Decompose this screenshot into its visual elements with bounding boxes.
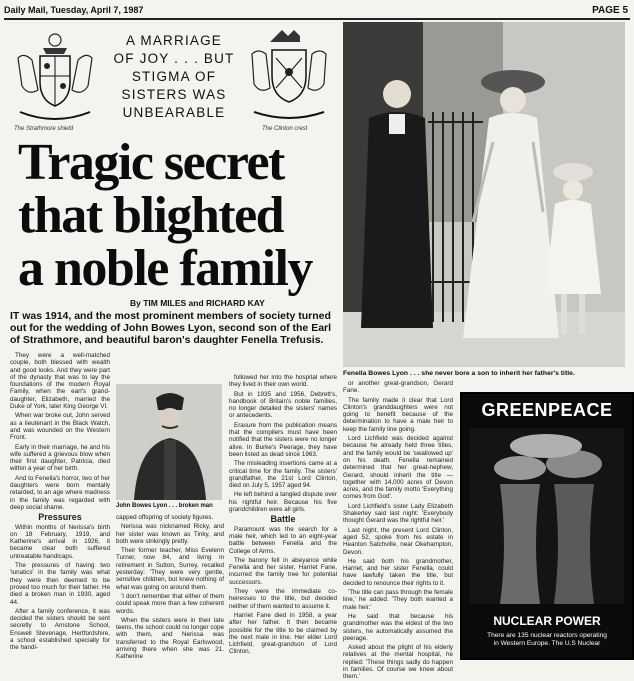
nuclear-plant-icon (470, 428, 624, 604)
strap-line: OF JOY . . . BUT (113, 51, 235, 66)
wedding-photo (343, 22, 625, 367)
paragraph: After a family conference, it was decided the sisters should be sent secretly to Arnstone School, Enswell Stevenage, Hertfordshire, a school established specially for the handi- (10, 607, 110, 652)
paragraph: He said both his grandmother, Harriet, and her sister Fenella, could have lawfully taken the title, but decided to renounce their rights to it. (343, 557, 453, 587)
paragraph: 'I don't remember that either of them could speak more than a few coherent words. (116, 592, 224, 615)
article-column-1 (10, 352, 110, 656)
paragraph: Nerissa was nicknamed Ricky, and her sister was known as Tinky, and both were strikingly pretty. (116, 523, 224, 545)
paragraph: Erasure from the publication means that the compilers must have been notified that the sisters were no longer alive. In Burke's Peerage, they have been listed as dead since 1963. (229, 421, 337, 458)
headline-line: Tragic secret (18, 134, 284, 191)
advert-body-line: in Western Europe. The U.S Nuclear (493, 640, 601, 647)
strap-line: STIGMA OF (131, 69, 217, 84)
advert-body-line: There are 135 nuclear reactors operating (487, 632, 607, 639)
greenpeace-advert (460, 392, 634, 660)
strap-line: SISTERS WAS (121, 87, 227, 102)
intro-paragraph: IT was 1914, and the most prominent members of society turned out for the wedding of John Bowes Lyon, second son of the Earl of Strathmore, and beautiful baron's daughter Fenella Trefusis. (10, 310, 332, 346)
paragraph: Asked about the plight of his elderly relatives at the mental hospital, he replied: 'These things sadly do happen in families. Of course we knew about them.' (343, 644, 453, 681)
subheading-pressures: Pressures (38, 512, 82, 523)
paragraph: They were the immediate co-heiresses to the title, but decided neither of them wanted to assume it. (229, 588, 337, 610)
strapline (104, 32, 244, 122)
byline: By TIM MILES and RICHARD KAY (130, 298, 265, 308)
advert-body (462, 632, 632, 648)
headline-line: that blighted (18, 187, 284, 244)
paragraph: When war broke out, John served as a lieutenant in the Black Watch, and was wounded on the Western Front. (10, 412, 110, 442)
photo-caption: Fenella Bowes Lyon . . . she never bore a son to inherit her father's title. (343, 370, 575, 377)
clinton-crest-icon (248, 28, 330, 124)
page-number: PAGE 5 (592, 5, 628, 16)
headline-line: a noble family (18, 240, 312, 297)
strathmore-crest-icon (10, 28, 100, 124)
paragraph: When the sisters were in their late teens, the school could no longer cope with them, and Nerissa was transferred to the Royal Earlswood, arriving there when she was 21. Katherine (116, 616, 224, 661)
subheading-battle: Battle (270, 514, 296, 525)
paragraph: capped offspring of society figures. (116, 514, 214, 521)
left-crest-caption: The Strathmore shield (14, 126, 74, 132)
paragraph: He left behind a tangled dispute over his rightful heir. Because his five grandchildren were all girls. (229, 491, 337, 514)
paragraph: But in 1935 and 1956, Debrett's, handbook of Britain's noble families, no longer detailed the sisters' names or antecedents. (229, 390, 337, 420)
paragraph: Last night, the present Lord Clinton, aged 52, spoke from his estate in Heanton Satchville, near Okehampton, Devon. (343, 526, 453, 556)
portrait-photo (116, 384, 222, 500)
advert-slogan: NUCLEAR POWER (493, 614, 601, 628)
article-column-4 (343, 380, 453, 681)
wedding-photo-image (343, 22, 625, 367)
portrait-image (116, 384, 222, 500)
portrait-caption: John Bowes Lyon . . . broken man (116, 503, 213, 509)
paragraph: followed her into the hospital where they lived in their own world. (229, 374, 337, 389)
strap-line: A MARRIAGE (125, 33, 223, 48)
paragraph: Lord Lichfield's sister Lady Elizabeth Shakerley said last night: 'Everybody thought Gerard was the rightful heir.' (343, 502, 453, 525)
paragraph: And to Fenella's horror, two of her daughters were born mentally retarded, to an age where madness in the family was regarded with deep social shame. (10, 474, 110, 511)
paragraph: Lord Lichfield was decided against because he already held three titles, and the family would be 'swallowed up' on his death. Fenella remained determined that her great-nephew, Gerard, should inherit the title — together with 14,000 acres of Devon acres, and the family motto 'Everything comes from God'. (343, 435, 453, 501)
paragraph: Within months of Nerissa's birth on 18 February, 1919, and Katherine's arrival in 1926, it became clear both suffered untreatable handicaps. (10, 523, 110, 560)
advert-brand: GREENPEACE (481, 400, 613, 420)
article-column-3 (229, 374, 337, 656)
page-header (4, 4, 630, 20)
paragraph: The barony fell in abeyance while Fenella and her sister, Harriet Fane, incurred the family tree for potential successors. (229, 556, 337, 586)
strap-line: UNBEARABLE (122, 105, 226, 120)
paper-date: Daily Mail, Tuesday, April 7, 1987 (4, 5, 144, 15)
paragraph: Their former teacher, Miss Evelenn Turner, now 84, and living in retirement in Sutton, Surrey, recalled yesterday: 'They were very gentle, sensitive children, but knew nothing of what was going on around them. (116, 547, 224, 591)
paragraph: Harriet Fane died in 1958, a year after her father. It then became possible for the title to be claimed by the next male in line. Her elder Lord Lichfield, great-grandson of Lord Clinton, (229, 611, 337, 656)
paragraph: They were a well-matched couple, both blessed with wealth and good looks. And they were part of the dynasty that was to lay the foundations of the modern Royal Family, when the earl's grand-daughter, Elizabeth, married the Duke of York, later King George VI. (10, 352, 110, 411)
article-column-2 (116, 514, 224, 661)
right-crest-caption: The Clinton crest (262, 126, 308, 132)
paragraph: He said that because his grandmother was the eldest of the two sisters, he automatically assumed the peerage. (343, 612, 453, 642)
paragraph: The misleading insertions came at a critical time for the family. The sisters' grandfather, the 21st Lord Clinton, died on July 5, 1957 aged 94. (229, 460, 337, 490)
paragraph: Paramount was the search for a male heir, which led to an eight-year battle between Fenella and the College of Arms. (229, 525, 337, 555)
paragraph: 'The title can pass through the female line,' he added. 'They both wanted a male heir.' (343, 589, 453, 611)
paragraph: The pressures of having two 'lunatics' in the family was what they were then deemed to be proved too much for their father. He died a broken man in 1930, aged 44. (10, 562, 110, 606)
paragraph: or another great-grandson, Gerard Fane. (343, 380, 453, 395)
paragraph: Early in their marriage, he and his wife suffered a grievous blow when their first daughter, Patricia, died within a year of her birth. (10, 443, 110, 473)
headline (18, 136, 336, 295)
paragraph: The family made it clear that Lord Clinton's granddaughters were not going to benefit because of the determination to have a male heir to keep the family line going. (343, 396, 453, 433)
